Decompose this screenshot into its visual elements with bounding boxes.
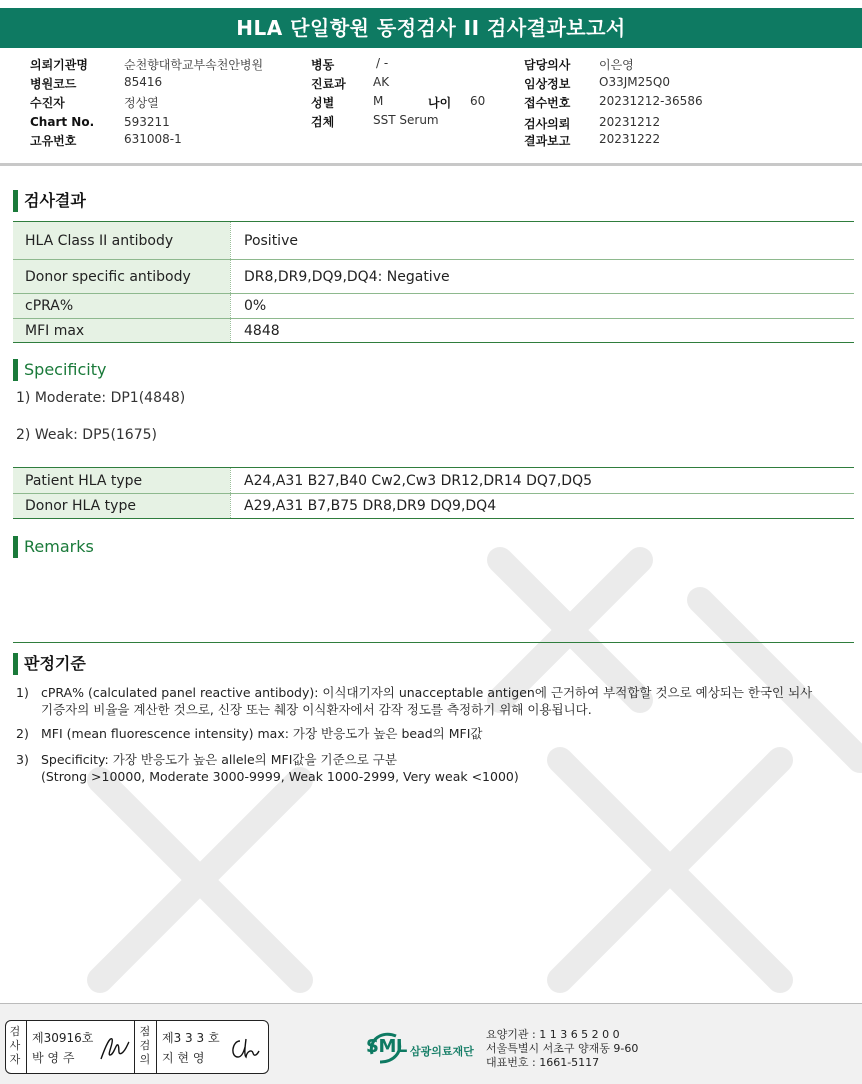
sex-label: 성별 bbox=[311, 96, 335, 110]
specimen-label: 검체 bbox=[311, 115, 335, 129]
hospital-code-value: 85416 bbox=[124, 75, 163, 89]
criteria-text: Specificity: 가장 반응도가 높은 allele의 MFI값을 기준으로 구분 bbox=[41, 752, 397, 767]
request-date-value: 20231212 bbox=[599, 115, 661, 129]
signature-separator bbox=[26, 1021, 27, 1073]
ward-value: / - bbox=[376, 56, 389, 70]
logo-text: SML bbox=[366, 1036, 407, 1057]
result-row bbox=[13, 222, 854, 259]
tester-signature-icon bbox=[98, 1033, 132, 1063]
result-row-value: 0% bbox=[230, 294, 854, 318]
clinical-info-value: O33JM25Q0 bbox=[599, 75, 670, 89]
specimen-value: SST Serum bbox=[373, 113, 439, 127]
org-info-line: 대표번호 : 1661-5117 bbox=[486, 1056, 600, 1069]
signature-box bbox=[5, 1020, 269, 1074]
patient-info-block bbox=[0, 54, 862, 164]
result-row bbox=[13, 260, 854, 293]
info-divider bbox=[0, 163, 862, 166]
hla-type-value: A29,A31 B7,B75 DR8,DR9 DQ9,DQ4 bbox=[230, 494, 854, 518]
hla-bottom-border bbox=[13, 518, 854, 519]
sex-value: M bbox=[373, 94, 384, 108]
result-row-label: Donor specific antibody bbox=[13, 260, 230, 293]
specificity-item: 1) Moderate: DP1(4848) bbox=[16, 390, 186, 406]
result-row-label: cPRA% bbox=[13, 294, 230, 318]
result-row-label: MFI max bbox=[13, 319, 230, 342]
footer-divider bbox=[0, 1003, 862, 1004]
result-row-value: 4848 bbox=[230, 319, 854, 342]
tester-label: 검사자 bbox=[9, 1025, 21, 1066]
org-contact-info bbox=[486, 1028, 638, 1070]
criteria-text: cPRA% (calculated panel reactive antibody): 이식대기자의 unacceptable antigen에 근거하여 부적합할 것으로 예상되는 한국인 뇌사기증자의 비율을 계산한 것으로, 신장 또는 췌장 이식환자에서 감작 정도를 측정하기 위해 이용됩니다. bbox=[41, 685, 813, 717]
org-info-line: 요양기관 : 1 1 3 6 5 2 0 0 bbox=[486, 1028, 620, 1041]
remarks-section-title: Remarks bbox=[13, 536, 94, 558]
criteria-number: 3) bbox=[16, 752, 29, 767]
patient-name-label: 수진자 bbox=[30, 96, 65, 110]
criteria-number: 2) bbox=[16, 726, 29, 741]
receipt-no-label: 접수번호 bbox=[524, 96, 571, 110]
result-row-value: Positive bbox=[230, 222, 854, 259]
criteria-section-title: 판정기준 bbox=[13, 653, 86, 675]
criteria-number: 1) bbox=[16, 685, 29, 700]
tester-name: 박 영 주 bbox=[32, 1051, 75, 1065]
tester-license: 제30916호 bbox=[32, 1031, 94, 1045]
receipt-no-value: 20231212-36586 bbox=[599, 94, 703, 108]
result-row-value: DR8,DR9,DQ9,DQ4: Negative bbox=[230, 260, 854, 293]
reviewer-signature-icon bbox=[226, 1033, 262, 1063]
signature-separator bbox=[156, 1021, 157, 1073]
doctor-value: 이은영 bbox=[599, 58, 634, 72]
criteria-text: MFI (mean fluorescence intensity) max: 가장 반응도가 높은 bead의 MFI값 bbox=[41, 726, 483, 741]
referring-hospital-value: 순천향대학교부속천안병원 bbox=[124, 58, 264, 72]
org-info-line: 서울특별시 서초구 양재동 9-60 bbox=[486, 1042, 639, 1055]
result-row bbox=[13, 319, 854, 342]
doctor-label: 담당의사 bbox=[524, 58, 571, 72]
hla-type-label: Donor HLA type bbox=[13, 494, 230, 518]
age-label: 나이 bbox=[428, 96, 452, 110]
report-date-value: 20231222 bbox=[599, 132, 661, 146]
reviewer-label: 점검의 bbox=[139, 1025, 151, 1066]
specificity-item: 2) Weak: DP5(1675) bbox=[16, 427, 157, 443]
chart-no-label: Chart No. bbox=[30, 115, 95, 129]
ward-label: 병동 bbox=[311, 58, 335, 72]
result-row bbox=[13, 294, 854, 318]
referring-hospital-label: 의뢰기관명 bbox=[30, 58, 88, 72]
patient-name-value: 정상열 bbox=[124, 96, 159, 110]
department-label: 진료과 bbox=[311, 77, 346, 91]
specificity-section-title: Specificity bbox=[13, 359, 106, 381]
remarks-bottom-border bbox=[13, 642, 854, 643]
age-value: 60 bbox=[470, 94, 486, 108]
chart-no-value: 593211 bbox=[124, 115, 170, 129]
reviewer-name: 지 현 영 bbox=[162, 1051, 205, 1065]
results-bottom-border bbox=[13, 342, 854, 343]
hla-type-label: Patient HLA type bbox=[13, 468, 230, 493]
request-date-label: 검사의뢰 bbox=[524, 117, 571, 131]
hla-type-row bbox=[13, 494, 854, 518]
report-title: HLA 단일항원 동정검사 II 검사결과보고서 bbox=[0, 8, 862, 48]
criteria-text: (Strong >10000, Moderate 3000-9999, Weak 1000-2999, Very weak <1000) bbox=[41, 769, 519, 784]
org-name: 삼광의료재단 bbox=[410, 1045, 474, 1058]
signature-separator bbox=[134, 1021, 135, 1073]
hla-type-value: A24,A31 B27,B40 Cw2,Cw3 DR12,DR14 DQ7,DQ5 bbox=[230, 468, 854, 493]
department-value: AK bbox=[373, 75, 390, 89]
unique-id-value: 631008-1 bbox=[124, 132, 182, 146]
results-section-title: 검사결과 bbox=[13, 190, 86, 212]
sml-logo bbox=[366, 1028, 486, 1068]
unique-id-label: 고유번호 bbox=[30, 134, 77, 148]
hospital-code-label: 병원코드 bbox=[30, 77, 77, 91]
result-row-label: HLA Class II antibody bbox=[13, 222, 230, 259]
reviewer-license: 제3 3 3 호 bbox=[162, 1031, 220, 1045]
clinical-info-label: 임상정보 bbox=[524, 77, 571, 91]
hla-type-row bbox=[13, 468, 854, 493]
report-date-label: 결과보고 bbox=[524, 134, 571, 148]
